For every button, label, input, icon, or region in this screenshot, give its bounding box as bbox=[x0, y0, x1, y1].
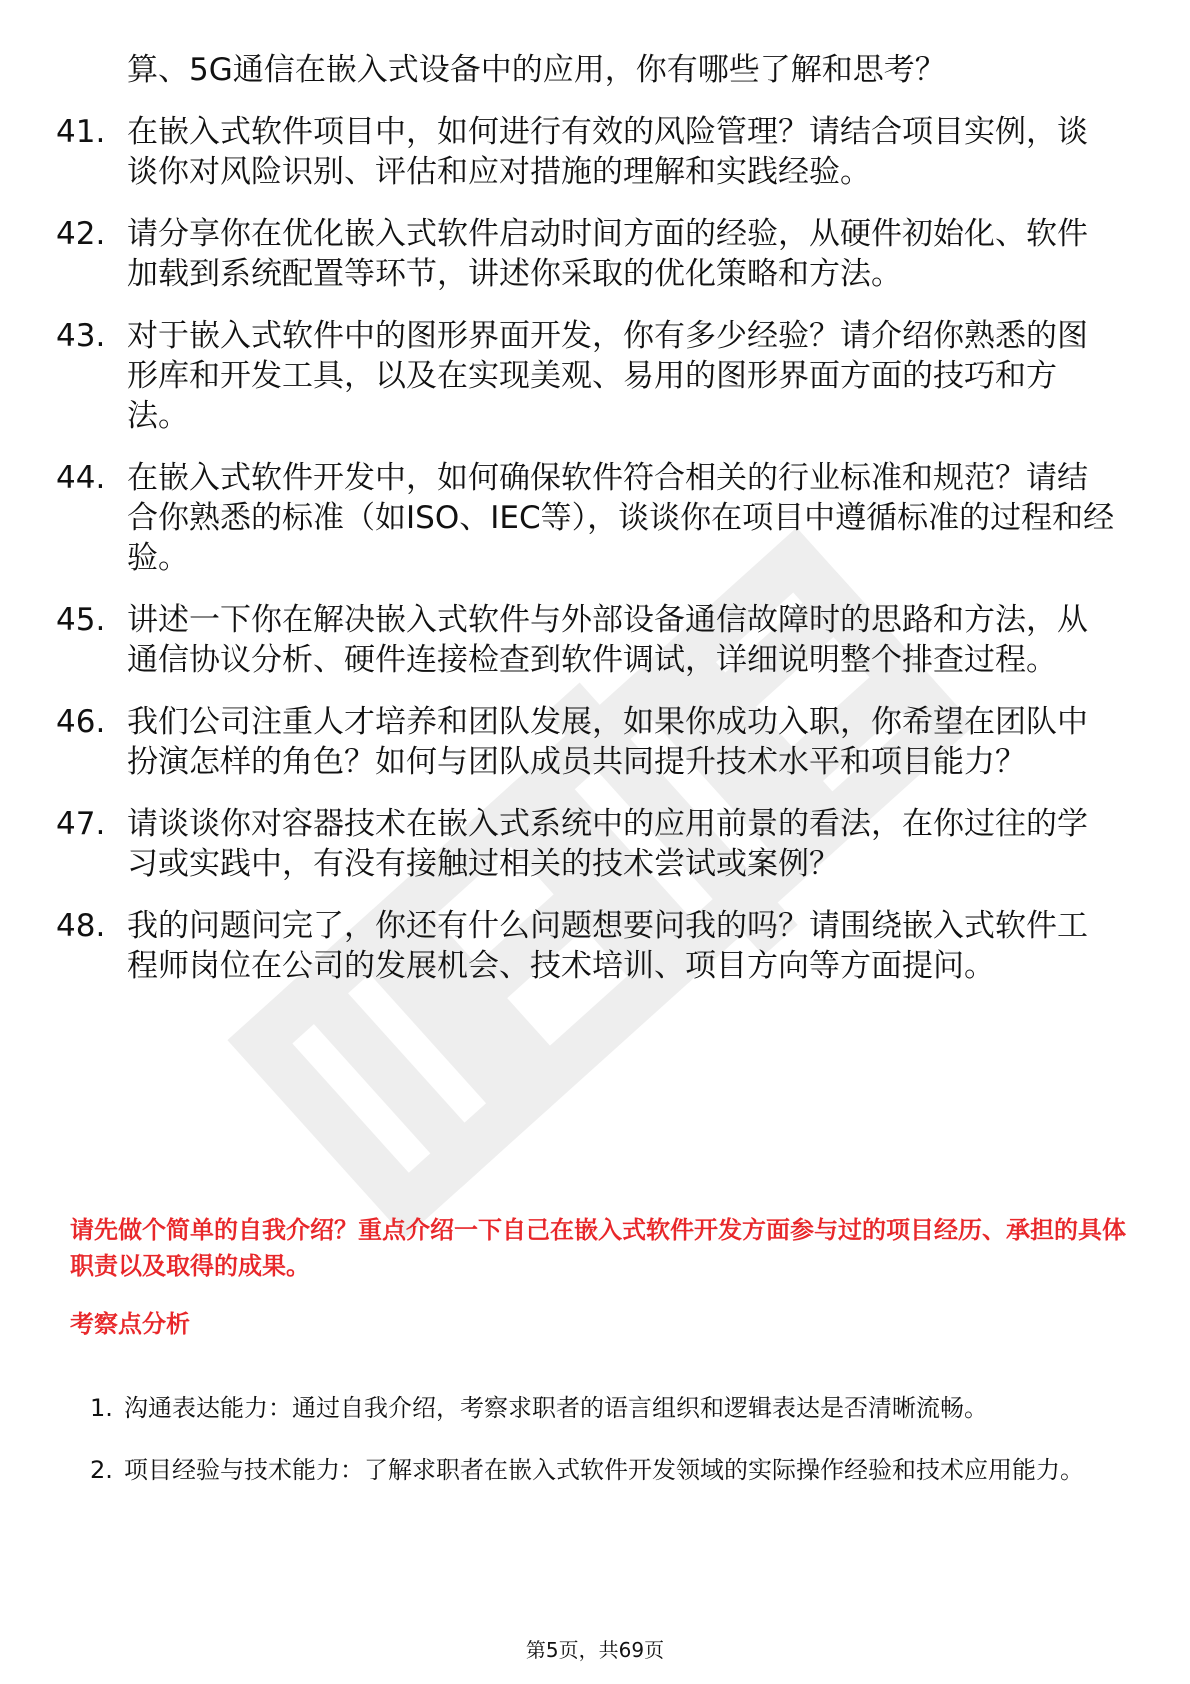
question-number: 48. bbox=[56, 908, 106, 944]
analysis-heading: 考察点分析 bbox=[70, 1310, 190, 1338]
question-item bbox=[56, 600, 1126, 680]
question-item bbox=[56, 804, 1126, 884]
analysis-list bbox=[90, 1378, 1130, 1502]
question-number: 46. bbox=[56, 704, 106, 740]
question-item bbox=[56, 316, 1126, 436]
question-text: 我们公司注重人才培养和团队发展，如果你成功入职，你希望在团队中扮演怎样的角色？如何与团队成员共同提升技术水平和项目能力？ bbox=[127, 704, 1088, 780]
question-item bbox=[56, 702, 1126, 782]
question-text: 请谈谈你对容器技术在嵌入式系统中的应用前景的看法，在你过往的学习或实践中，有没有接触过相关的技术尝试或案例？ bbox=[127, 806, 1088, 882]
analysis-text: 项目经验与技术能力：了解求职者在嵌入式软件开发领域的实际操作经验和技术应用能力。 bbox=[124, 1456, 1084, 1484]
question-text: 在嵌入式软件开发中，如何确保软件符合相关的行业标准和规范？请结合你熟悉的标准（如ISO、IEC等），谈谈你在项目中遵循标准的过程和经验。 bbox=[127, 460, 1115, 576]
analysis-number: 2. bbox=[90, 1456, 113, 1484]
analysis-number: 1. bbox=[90, 1394, 113, 1422]
question-number: 45. bbox=[56, 602, 106, 638]
analysis-item bbox=[90, 1378, 1130, 1438]
question-number: 44. bbox=[56, 460, 106, 496]
question-text: 请分享你在优化嵌入式软件启动时间方面的经验，从硬件初始化、软件加载到系统配置等环节，讲述你采取的优化策略和方法。 bbox=[127, 216, 1088, 292]
analysis-text: 沟通表达能力：通过自我介绍，考察求职者的语言组织和逻辑表达是否清晰流畅。 bbox=[124, 1394, 988, 1422]
question-text: 在嵌入式软件项目中，如何进行有效的风险管理？请结合项目实例，谈谈你对风险识别、评估和应对措施的理解和实践经验。 bbox=[127, 114, 1088, 190]
question-item bbox=[56, 112, 1126, 192]
question-list bbox=[56, 112, 1126, 1008]
question-number: 43. bbox=[56, 318, 106, 354]
analysis-item bbox=[90, 1440, 1130, 1500]
question-number: 42. bbox=[56, 216, 106, 252]
question-text: 我的问题问完了，你还有什么问题想要问我的吗？请围绕嵌入式软件工程师岗位在公司的发展机会、技术培训、项目方向等方面提问。 bbox=[127, 908, 1088, 984]
question-item bbox=[56, 906, 1126, 986]
question-number: 41. bbox=[56, 114, 106, 150]
question-continuation: 算、5G通信在嵌入式设备中的应用，你有哪些了解和思考？ bbox=[127, 52, 946, 88]
question-text: 对于嵌入式软件中的图形界面开发，你有多少经验？请介绍你熟悉的图形库和开发工具，以及在实现美观、易用的图形界面方面的技巧和方法。 bbox=[127, 318, 1088, 434]
highlight-question: 请先做个简单的自我介绍？重点介绍一下自己在嵌入式软件开发方面参与过的项目经历、承担的具体职责以及取得的成果。 bbox=[70, 1216, 1126, 1280]
question-item bbox=[56, 214, 1126, 294]
question-number: 47. bbox=[56, 806, 106, 842]
question-text: 讲述一下你在解决嵌入式软件与外部设备通信故障时的思路和方法，从通信协议分析、硬件连接检查到软件调试，详细说明整个排查过程。 bbox=[127, 602, 1088, 678]
question-item bbox=[56, 458, 1126, 578]
page-footer: 第5页，共69页 bbox=[525, 1638, 665, 1662]
